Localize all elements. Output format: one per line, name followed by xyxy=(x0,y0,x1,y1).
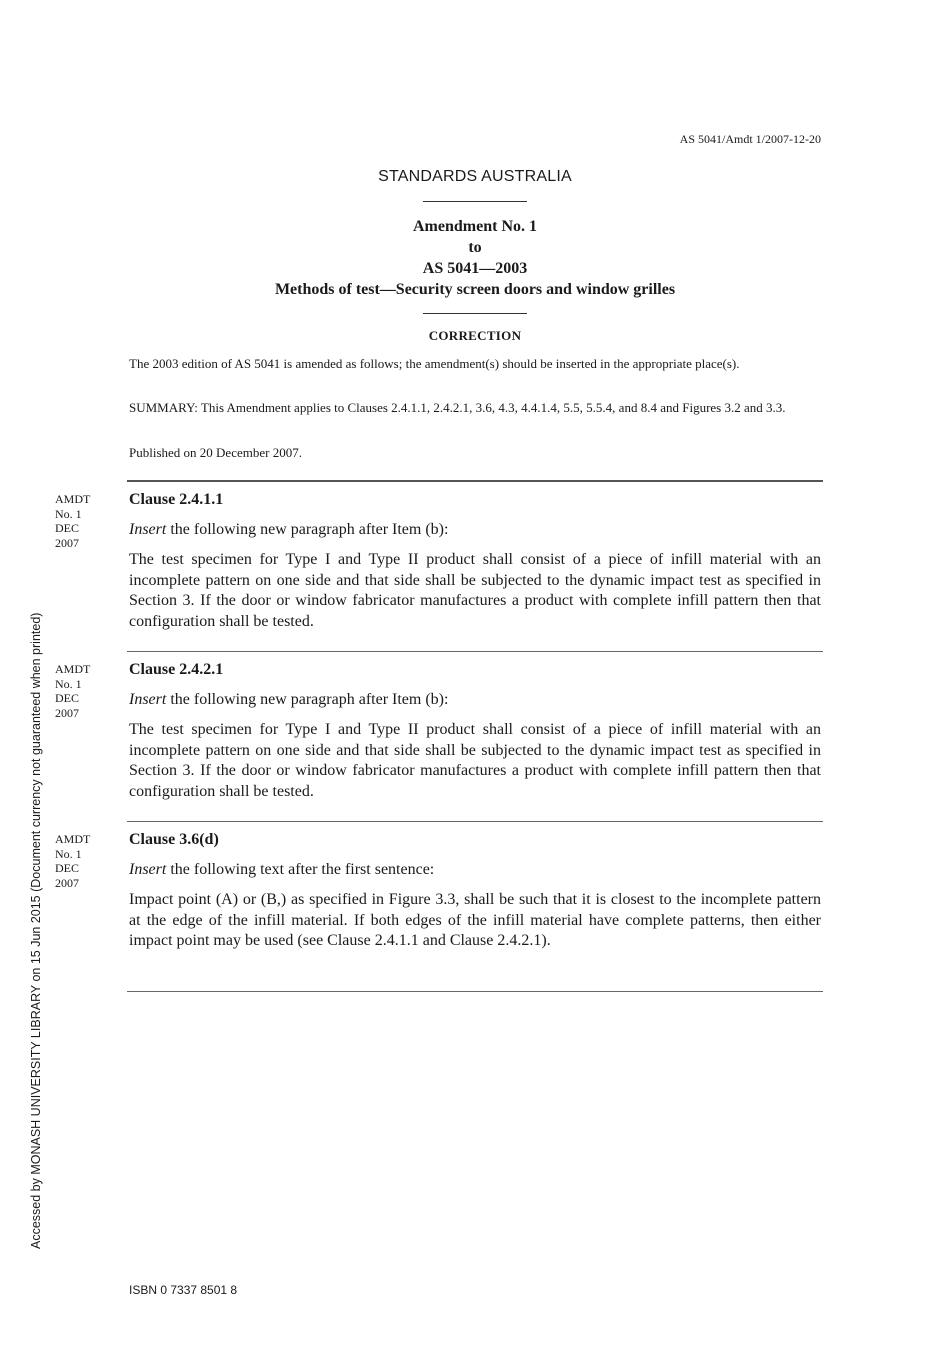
correction-heading: CORRECTION xyxy=(428,328,522,343)
header-divider-bottom xyxy=(423,313,527,314)
clause-title: Clause 3.6(d) xyxy=(129,831,219,848)
standard-title: Methods of test—Security screen doors and window grilles xyxy=(274,281,676,298)
header-divider-top xyxy=(423,201,527,202)
access-watermark: Accessed by MONASH UNIVERSITY LIBRARY on 15 Jun 2015 (Document currency not guaranteed when printed) xyxy=(29,612,43,1249)
clause-body: The test specimen for Type I and Type II product shall consist of a piece of infill material with an incomplete pattern on one side and that side shall be subjected to the dynamic impact test as specified in Section 3. If the door or window fabricator manufactures a product with complete infill pattern then that configuration shall be tested. xyxy=(129,551,821,631)
title-block xyxy=(0,216,950,300)
amendment-margin-note: AMDT No. 1 DEC 2007 xyxy=(55,832,91,890)
edition-note: The 2003 edition of AS 5041 is amended as follows; the amendment(s) should be inserted in the appropriate place(s). xyxy=(129,356,740,371)
amendment-number: Amendment No. 1 xyxy=(413,218,537,235)
standard-number: AS 5041—2003 xyxy=(422,260,528,277)
clause-body: Impact point (A) or (B,) as specified in Figure 3.3, shall be such that it is closest to the incomplete pattern at the edge of the infill material. If both edges of the infill material have complete patterns, then either impact point may be used (see Clause 2.4.1.1 and Clause 2.4.2.1). xyxy=(129,891,821,950)
clause-instruction: Insert the following new paragraph after Item (b): xyxy=(129,691,449,708)
summary: SUMMARY: This Amendment applies to Clauses 2.4.1.1, 2.4.2.1, 3.6, 4.3, 4.4.1.4, 5.5, 5.5.4, and 8.4 and Figures 3.2 and 3.3. xyxy=(129,400,786,415)
section-divider xyxy=(127,480,823,482)
clause-title: Clause 2.4.1.1 xyxy=(129,491,224,508)
clause-title: Clause 2.4.2.1 xyxy=(129,661,224,678)
clause-divider xyxy=(127,821,823,822)
amendment-margin-note: AMDT No. 1 DEC 2007 xyxy=(55,492,91,550)
amendment-margin-note: AMDT No. 1 DEC 2007 xyxy=(55,662,91,720)
clause-instruction: Insert the following text after the first sentence: xyxy=(129,861,435,878)
document-reference: AS 5041/Amdt 1/2007-12-20 xyxy=(679,132,821,146)
clause-body: The test specimen for Type I and Type II product shall consist of a piece of infill material with an incomplete pattern on one side and that side shall be subjected to the dynamic impact test as specified in Section 3. If the door or window fabricator manufactures a product with complete infill pattern then that configuration shall be tested. xyxy=(129,721,821,801)
published-date: Published on 20 December 2007. xyxy=(129,445,302,460)
clause-instruction: Insert the following new paragraph after Item (b): xyxy=(129,521,449,538)
amendment-to: to xyxy=(468,239,482,256)
clause-divider xyxy=(127,991,823,992)
organization-name: STANDARDS AUSTRALIA xyxy=(378,168,572,185)
isbn: ISBN 0 7337 8501 8 xyxy=(129,1283,238,1297)
clause-divider xyxy=(127,651,823,652)
